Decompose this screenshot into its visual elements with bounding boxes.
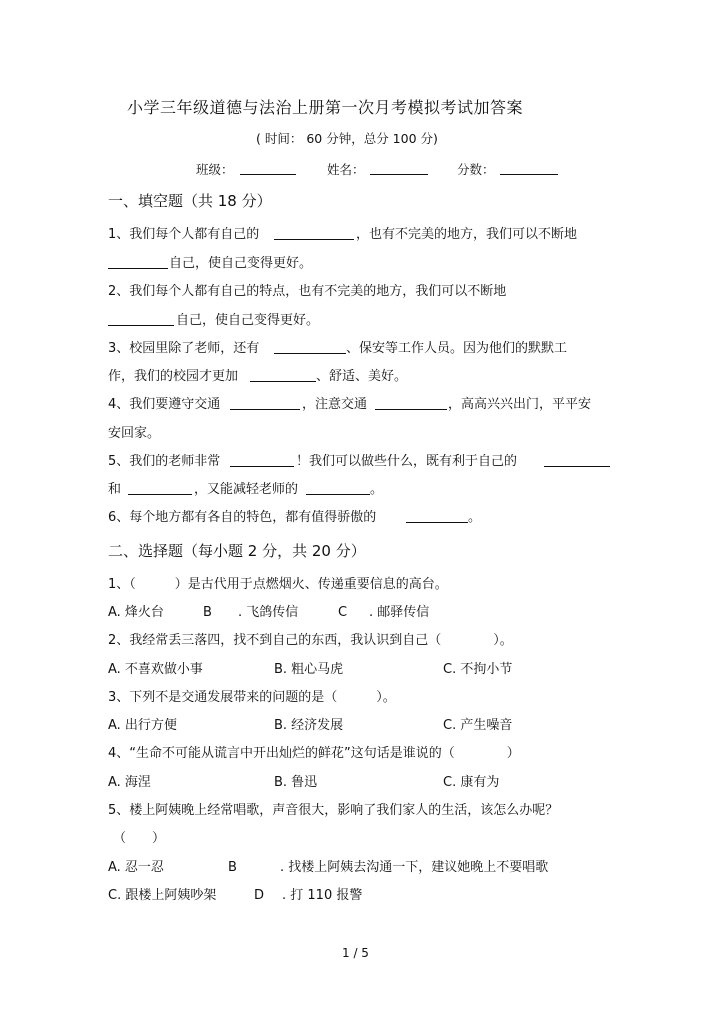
q1-blank-2[interactable] [108,256,168,269]
c4-option-c[interactable]: C. 康有为 [443,775,500,790]
q3-text-d: 、舒适、美好。 [316,369,408,384]
q1-text-b: ，也有不完美的地方，我们可以不断地 [356,227,578,242]
q5-blank-4[interactable] [306,482,370,495]
section-choice-heading: 二、选择题（每小题 2 分，共 20 分） [108,542,366,560]
c3-option-c[interactable]: C. 产生噪音 [443,718,513,733]
c4-option-b[interactable]: B. 鲁迅 [274,775,318,790]
c4-option-a[interactable]: A. 海涅 [108,775,151,790]
q6-blank-1[interactable] [406,510,468,523]
q3-text-b: 、保安等工作人员。因为他们的默默工 [346,341,568,356]
class-blank[interactable] [240,162,296,175]
exam-time-score: ( 时间： 60 分钟，总分 100 分) [256,131,438,146]
score-blank[interactable] [500,162,558,175]
q5-text-e: 。 [370,482,384,497]
c3-stem: 3、下列不是交通发展带来的问题的是（ ）。 [108,690,396,705]
class-label: 班级： [196,162,234,177]
q5-text-d: ，又能减轻老师的 [194,482,299,497]
q3-blank-2[interactable] [250,369,316,382]
c2-stem: 2、我经常丢三落四，找不到自己的东西，我认识到自己（ ）。 [108,633,513,648]
c2-option-c[interactable]: C. 不拘小节 [443,662,513,677]
q6-text-a: 6、每个地方都有各自的特色，都有值得骄傲的 [108,510,377,525]
c3-option-a[interactable]: A. 出行方便 [108,718,177,733]
q5-text-a: 5、我们的老师非常 [108,454,221,469]
c5-option-d-letter[interactable]: D [254,888,265,903]
q5-blank-3[interactable] [128,482,192,495]
page-number: 1 / 5 [342,946,369,960]
score-label: 分数： [457,162,495,177]
q5-text-c: 和 [108,482,122,497]
q1-blank-1[interactable] [274,227,354,240]
c5-answer-paren[interactable]: （ ） [113,831,166,846]
c4-stem: 4、“生命不可能从谎言中开出灿烂的鲜花”这句话是谁说的（ ） [108,746,520,761]
c1-option-b[interactable]: . 飞鸽传信 [238,605,299,620]
c1-stem: 1、（ ）是古代用于点燃烟火、传递重要信息的高台。 [108,577,448,592]
q5-blank-1[interactable] [230,454,294,467]
c5-option-b[interactable]: . 找楼上阿姨去沟通一下，建议她晚上不要唱歌 [280,860,549,875]
q4-text-c: ，高高兴兴出门，平平安 [448,397,592,412]
q4-text-a: 4、我们要遵守交通 [108,397,221,412]
c5-option-b-letter[interactable]: B [228,860,237,875]
c1-option-b-letter[interactable]: B [203,605,212,620]
q3-text-a: 3、校园里除了老师，还有 [108,341,260,356]
q4-text-b: ，注意交通 [302,397,368,412]
c5-stem: 5、楼上阿姨晚上经常唱歌，声音很大，影响了我们家人的生活，该怎么办呢？ [108,803,559,818]
q4-blank-1[interactable] [230,397,300,410]
q4-text-d: 安回家。 [108,426,161,441]
q1-text-a: 1、我们每个人都有自己的 [108,227,260,242]
page-title: 小学三年级道德与法治上册第一次月考模拟考试加答案 [127,98,524,117]
c2-option-a[interactable]: A. 不喜欢做小事 [108,662,203,677]
q2-blank-1[interactable] [108,313,174,326]
c5-option-c[interactable]: C. 跟楼上阿姨吵架 [108,888,217,903]
q2-text-a: 2、我们每个人都有自己的特点，也有不完美的地方，我们可以不断地 [108,284,507,299]
name-label: 姓名： [327,162,365,177]
q6-text-b: 。 [468,510,482,525]
q3-blank-1[interactable] [274,341,346,354]
q5-blank-2[interactable] [544,454,610,467]
c1-option-c-letter[interactable]: C [338,605,348,620]
c1-option-c[interactable]: . 邮驿传信 [369,605,430,620]
q4-blank-2[interactable] [375,397,447,410]
name-blank[interactable] [370,162,428,175]
q1-text-c: 自己，使自己变得更好。 [169,256,313,271]
c5-option-d[interactable]: . 打 110 报警 [282,888,363,903]
c2-option-b[interactable]: B. 粗心马虎 [274,662,344,677]
q5-text-b: ！我们可以做些什么，既有利于自己的 [296,454,518,469]
q2-text-c: 自己，使自己变得更好。 [176,313,320,328]
q3-text-c: 作，我们的校园才更加 [108,369,239,384]
c3-option-b[interactable]: B. 经济发展 [274,718,344,733]
c5-option-a[interactable]: A. 忍一忍 [108,860,164,875]
section-fill-blank-heading: 一、填空题（共 18 分） [108,192,272,210]
c1-option-a[interactable]: A. 烽火台 [108,605,164,620]
